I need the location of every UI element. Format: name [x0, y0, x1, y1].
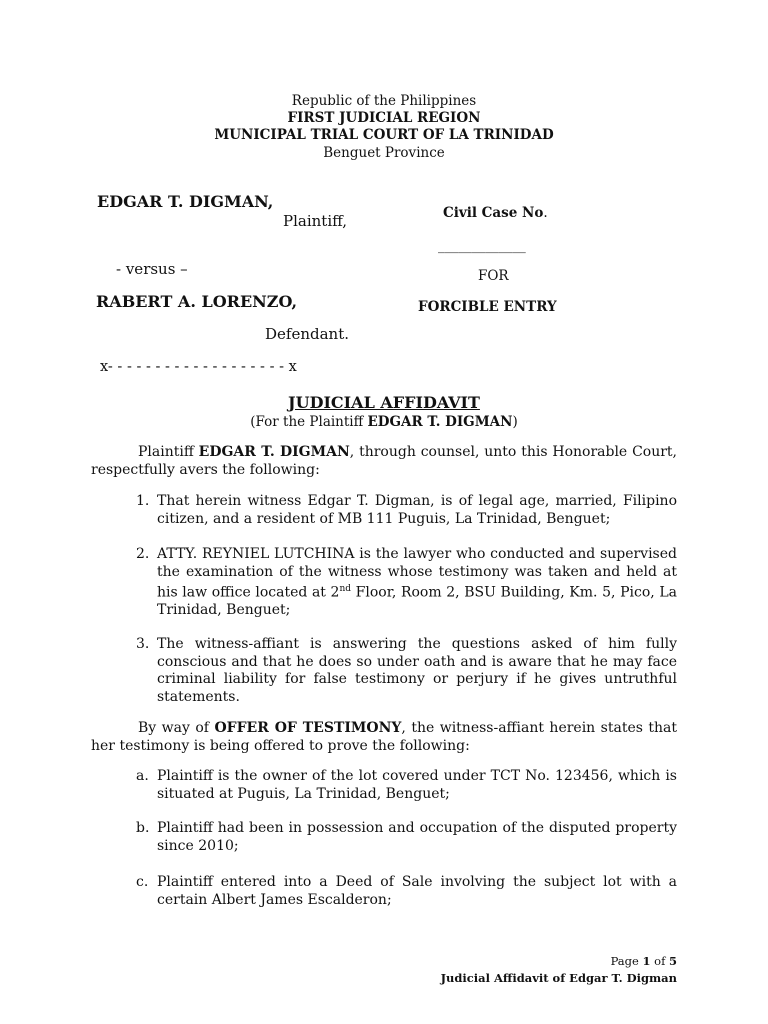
- defendant-name: RABERT A. LORENZO,: [96, 292, 298, 311]
- item-text: That herein witness Edgar T. Digman, is of legal age, married, Filipino citizen, and a resident of MB 111 Puguis, La Trinidad, Benguet;: [157, 493, 677, 527]
- intro-paragraph: [91, 444, 677, 479]
- nature-of-case: FORCIBLE ENTRY: [418, 299, 557, 315]
- document-subtitle: [0, 414, 768, 430]
- header-region: FIRST JUDICIAL REGION: [287, 110, 481, 126]
- case-number-blank: _____________: [438, 238, 526, 254]
- subtitle-suffix: ): [512, 414, 518, 430]
- offer-prefix: By way of: [138, 720, 215, 736]
- item-label: b.: [136, 820, 150, 836]
- header-court: MUNICIPAL TRIAL COURT OF LA TRINIDAD: [214, 127, 554, 143]
- item-label: 1.: [136, 493, 150, 509]
- item-text: Plaintiff entered into a Deed of Sale involving the subject lot with a certain Albert James Escalderon;: [157, 874, 677, 908]
- subtitle-name: EDGAR T. DIGMAN: [367, 414, 513, 430]
- header-province: Benguet Province: [323, 145, 445, 161]
- caption-separator: x- - - - - - - - - - - - - - - - - - - x: [100, 359, 297, 375]
- document-title: JUDICIAL AFFIDAVIT: [288, 393, 480, 412]
- plaintiff-role: Plaintiff,: [283, 212, 348, 230]
- footer-doc-title: Judicial Affidavit of Edgar T. Digman: [440, 971, 677, 985]
- item-text-b: Floor, Room 2, BSU Building, Km. 5, Pico, La Trinidad, Benguet;: [157, 584, 677, 619]
- page-number: [611, 954, 677, 968]
- header-republic: Republic of the Philippines: [291, 93, 477, 109]
- versus-text: - versus –: [116, 260, 188, 278]
- civil-case-label-text: Civil Case No: [443, 205, 544, 221]
- intro-rest: , through counsel, unto this Honorable Court, respectfully avers the following:: [91, 444, 677, 478]
- item-text-a: ATTY. REYNIEL LUTCHINA is the lawyer who conducted and supervised the examination of the witness whose testimony was taken and held at his law office located at 2: [157, 546, 677, 601]
- item-sup: nd: [339, 584, 352, 594]
- page-current: 1: [642, 954, 651, 968]
- item-label: c.: [136, 874, 149, 890]
- item-text: Plaintiff is the owner of the lot covered under TCT No. 123456, which is situated at Puguis, La Trinidad, Benguet;: [157, 768, 677, 802]
- item-text: [157, 546, 677, 620]
- item-label: a.: [136, 768, 149, 784]
- subtitle-prefix: (For the Plaintiff: [250, 414, 368, 430]
- intro-plaintiff-name: EDGAR T. DIGMAN: [198, 444, 350, 460]
- civil-case-period: .: [543, 205, 548, 221]
- defendant-role: Defendant.: [265, 325, 349, 343]
- for-label: FOR: [478, 268, 509, 284]
- offer-bold: OFFER OF TESTIMONY: [214, 720, 402, 736]
- plaintiff-name: EDGAR T. DIGMAN,: [97, 192, 274, 211]
- item-label: 3.: [136, 636, 150, 652]
- page-of: of: [650, 954, 669, 968]
- page-total: 5: [668, 954, 677, 968]
- intro-plaintiff-word: Plaintiff: [138, 444, 199, 460]
- page-word: Page: [610, 954, 643, 968]
- offer-paragraph: [91, 720, 677, 755]
- civil-case-label: [443, 205, 548, 221]
- offer-rest: , the witness-affiant herein states that her testimony is being offered to prove the following:: [91, 720, 677, 754]
- item-text: Plaintiff had been in possession and occupation of the disputed property since 2010;: [157, 820, 677, 854]
- item-text: The witness-affiant is answering the questions asked of him fully conscious and that he does so under oath and is aware that he may face criminal liability for false testimony or perjury if he gives untruthful statements.: [157, 636, 677, 705]
- item-label: 2.: [136, 546, 150, 562]
